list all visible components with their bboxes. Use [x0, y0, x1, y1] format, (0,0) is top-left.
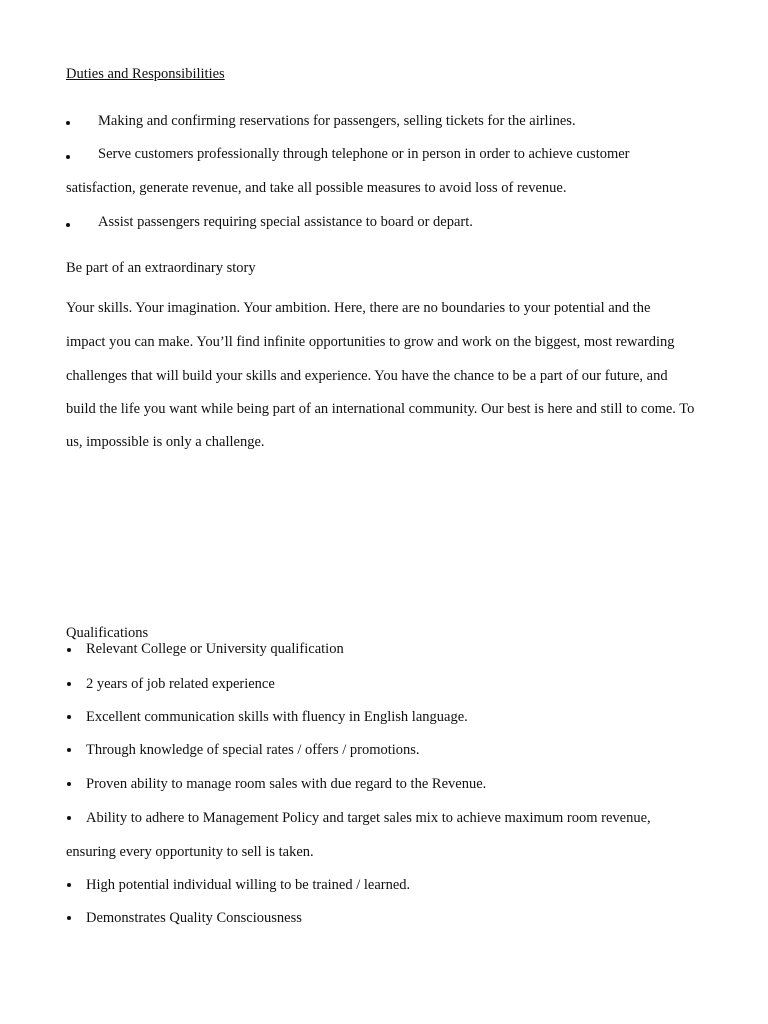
qualifications-item-3: Excellent communication skills with fluency in English language.	[86, 709, 468, 725]
qualifications-item-7: High potential individual willing to be trained / learned.	[86, 877, 411, 893]
qualifications-heading: Qualifications	[66, 625, 149, 641]
story-line: impact you can make. You’ll find infinite opportunities to grow and work on the biggest, most rewarding	[66, 334, 675, 350]
duties-item-3: Assist passengers requiring special assistance to board or depart.	[98, 214, 473, 230]
duties-heading: Duties and Responsibilities	[66, 66, 225, 82]
story-line: Your skills. Your imagination. Your ambition. Here, there are no boundaries to your potential and the	[66, 300, 651, 316]
duties-item-2-line2: satisfaction, generate revenue, and take all possible measures to avoid loss of revenue.	[66, 180, 567, 196]
duties-item-1: Making and confirming reservations for passengers, selling tickets for the airlines.	[98, 113, 576, 129]
bullet-icon	[66, 223, 70, 227]
bullet-icon	[67, 916, 71, 920]
story-line: challenges that will build your skills and experience. You have the chance to be a part of our future, and	[66, 368, 668, 384]
qualifications-item-4: Through knowledge of special rates / offers / promotions.	[86, 742, 420, 758]
qualifications-item-2: 2 years of job related experience	[86, 676, 275, 692]
duties-item-2-line1: Serve customers professionally through telephone or in person in order to achieve customer	[98, 146, 630, 162]
bullet-icon	[67, 782, 71, 786]
bullet-icon	[66, 155, 70, 159]
bullet-icon	[67, 883, 71, 887]
bullet-icon	[67, 682, 71, 686]
qualifications-item-1: Relevant College or University qualification	[86, 641, 344, 657]
bullet-icon	[67, 648, 71, 652]
qualifications-item-8: Demonstrates Quality Consciousness	[86, 910, 302, 926]
bullet-icon	[67, 816, 71, 820]
bullet-icon	[67, 715, 71, 719]
qualifications-item-5: Proven ability to manage room sales with due regard to the Revenue.	[86, 776, 487, 792]
bullet-icon	[66, 121, 70, 125]
story-line: us, impossible is only a challenge.	[66, 434, 265, 450]
qualifications-item-6-line2: ensuring every opportunity to sell is taken.	[66, 844, 314, 860]
qualifications-item-6-line1: Ability to adhere to Management Policy and target sales mix to achieve maximum room revenue,	[86, 810, 651, 826]
bullet-icon	[67, 748, 71, 752]
story-line: build the life you want while being part of an international community. Our best is here and still to come. To	[66, 401, 695, 417]
story-heading: Be part of an extraordinary story	[66, 260, 256, 276]
